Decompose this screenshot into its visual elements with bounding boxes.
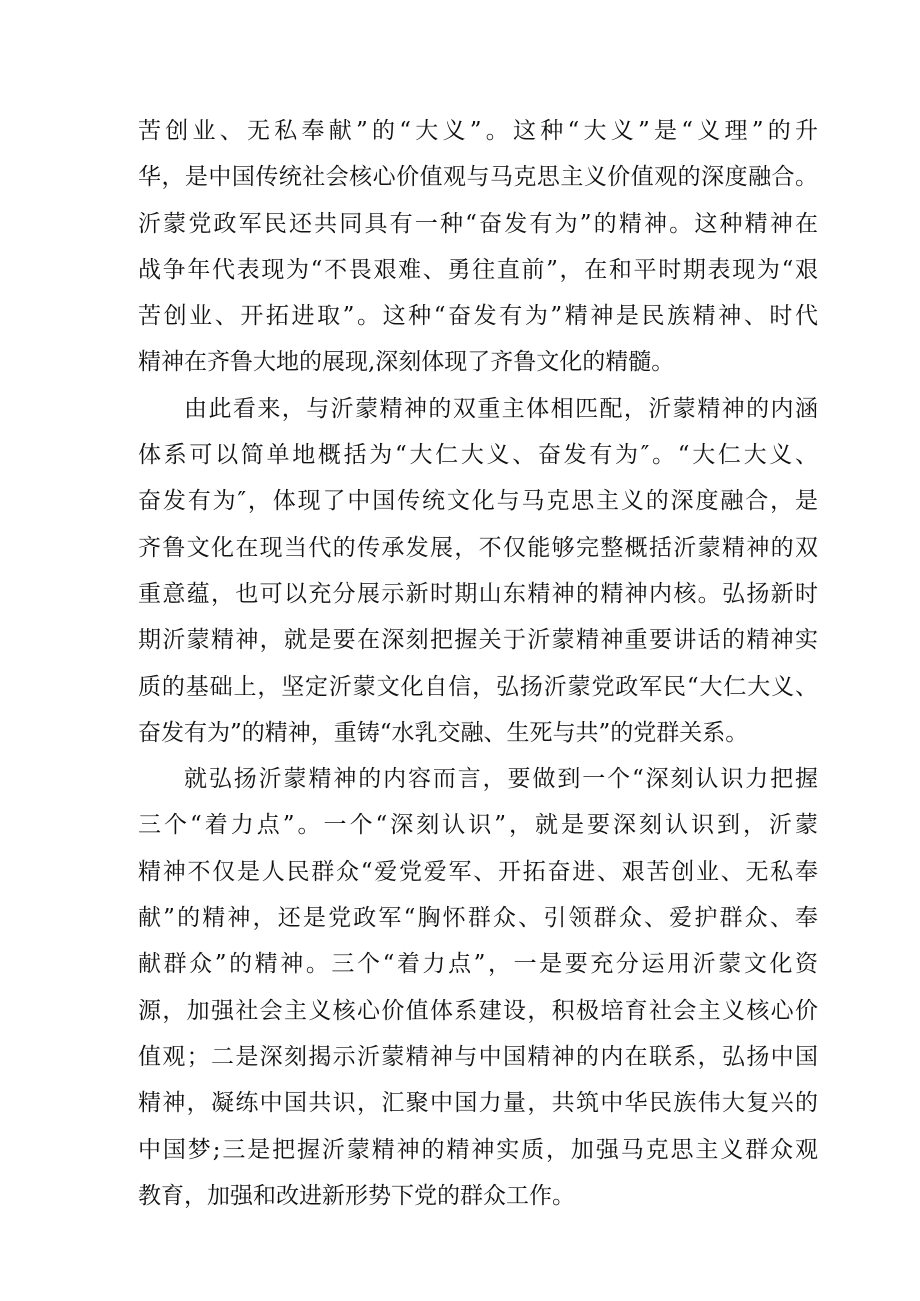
text-line: 沂蒙党政军民还共同具有一种“奋发有为”的精神。这种精神在 bbox=[138, 210, 818, 237]
text-line: 精神不仅是人民群众“爱党爱军、开拓奋进、艰苦创业、无私奉 bbox=[138, 858, 818, 885]
text-line: 战争年代表现为“不畏艰难、勇往直前”，在和平时期表现为“艰 bbox=[138, 256, 818, 283]
text-line: 苦创业、开拓进取”。这种“奋发有为”精神是民族精神、时代 bbox=[138, 303, 818, 330]
text-line: 苦创业、无私奉献”的“大义”。这种“大义”是“义理”的升 bbox=[138, 118, 818, 144]
text-line: 奋发有为”的精神，重铸“水乳交融、生死与共”的党群关系。 bbox=[138, 719, 749, 746]
text-line: 奋发有为″，体现了中国传统文化与马克思主义的深度融合，是 bbox=[138, 488, 818, 515]
text-line: 体系可以简单地概括为“大仁大义、奋发有为″。“大仁大义、 bbox=[138, 442, 818, 469]
text-line: 精神在齐鲁大地的展现,深刻体现了齐鲁文化的精髓。 bbox=[138, 349, 675, 376]
text-line: 重意蕴，也可以充分展示新时期山东精神的精神内核。弘扬新时 bbox=[138, 580, 818, 607]
text-line: 由此看来，与沂蒙精神的双重主体相匹配，沂蒙精神的内涵 bbox=[184, 395, 818, 422]
text-line: 齐鲁文化在现当代的传承发展，不仅能够完整概括沂蒙精神的双 bbox=[138, 534, 818, 561]
paragraph-1 bbox=[138, 108, 818, 386]
body-text bbox=[138, 108, 818, 1219]
text-line: 质的基础上，坚定沂蒙文化自信，弘扬沂蒙党政军民“大仁大义、 bbox=[138, 673, 818, 700]
text-line: 献群众”的精神。三个“着力点”，一是要充分运用沂蒙文化资 bbox=[138, 951, 818, 978]
paragraph-2 bbox=[138, 386, 818, 756]
text-line: 值观；二是深刻揭示沂蒙精神与中国精神的内在联系，弘扬中国 bbox=[138, 1043, 818, 1070]
text-line: 精神，凝练中国共识，汇聚中国力量，共筑中华民族伟大复兴的 bbox=[138, 1090, 818, 1117]
paragraph-3 bbox=[138, 756, 818, 1219]
text-line: 中国梦;三是把握沂蒙精神的精神实质，加强马克思主义群众观 bbox=[138, 1136, 818, 1163]
text-line: 献”的精神，还是党政军“胸怀群众、引领群众、爱护群众、奉 bbox=[138, 905, 818, 932]
text-line: 教育，加强和改进新形势下党的群众工作。 bbox=[138, 1182, 575, 1209]
text-line: 华，是中国传统社会核心价值观与马克思主义价值观的深度融合。 bbox=[138, 164, 818, 191]
text-line: 就弘扬沂蒙精神的内容而言，要做到一个“深刻认识力把握 bbox=[184, 766, 818, 793]
text-line: 期沂蒙精神，就是要在深刻把握关于沂蒙精神重要讲话的精神实 bbox=[138, 627, 818, 654]
text-line: 三个“着力点”。一个“深刻认识”，就是要深刻认识到，沂蒙 bbox=[138, 812, 818, 839]
text-line: 源，加强社会主义核心价值体系建设，积极培育社会主义核心价 bbox=[138, 997, 818, 1024]
